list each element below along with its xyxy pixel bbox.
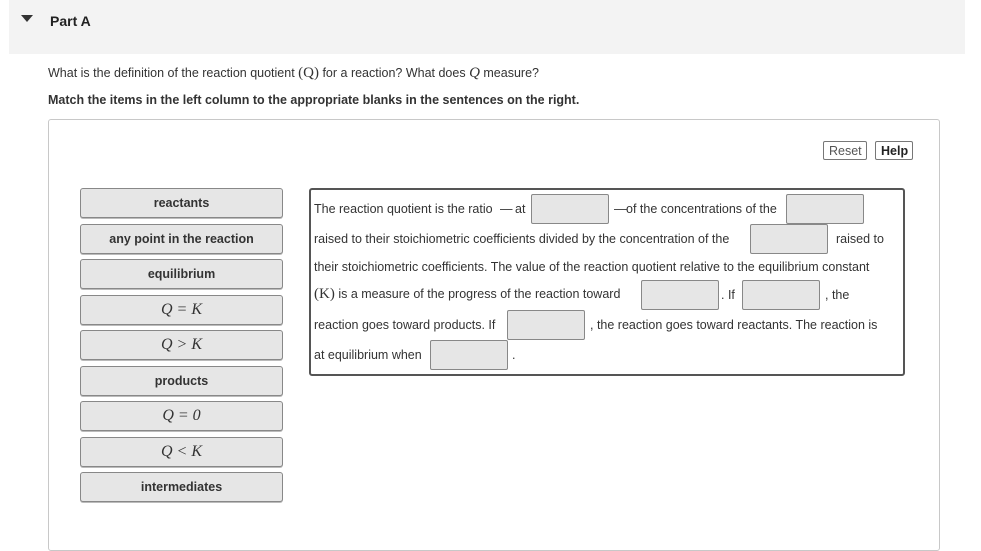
sentence-text: . <box>512 348 516 362</box>
drop-blank-7[interactable] <box>430 340 508 370</box>
sentence-text: of the concentrations of the <box>626 202 777 216</box>
drop-blank-3[interactable] <box>750 224 828 254</box>
fraction-bar-right: — <box>614 202 627 216</box>
fraction-bar-left: — <box>500 202 513 216</box>
q-symbol: (Q) <box>298 65 319 81</box>
sentence-text: . If <box>721 288 735 302</box>
help-button[interactable]: Help <box>875 141 913 160</box>
reset-button[interactable]: Reset <box>823 141 867 160</box>
token-q-less-k[interactable]: Q < K <box>80 437 283 467</box>
sentence-text: raised to their stoichiometric coefficients divided by the concentration of the <box>314 232 730 246</box>
collapse-caret-icon[interactable] <box>21 15 33 22</box>
q-symbol-2: Q <box>469 65 480 81</box>
drop-blank-5[interactable] <box>742 280 820 310</box>
token-equilibrium[interactable]: equilibrium <box>80 259 283 289</box>
sentence-text: , the <box>825 288 850 302</box>
sentence-text: their stoichiometric coefficients. The value of the reaction quotient relative to the equilibrium constant <box>314 260 870 274</box>
k-symbol: (K) <box>314 286 335 302</box>
token-reactants[interactable]: reactants <box>80 188 283 218</box>
sentence-text: at <box>515 202 526 216</box>
part-title: Part A <box>50 13 91 29</box>
sentence-text: raised to <box>836 232 884 246</box>
drop-blank-2[interactable] <box>786 194 864 224</box>
part-header[interactable] <box>9 0 965 54</box>
question-text: What is the definition of the reaction quotient (Q) for a reaction? What does Q measure? <box>48 65 539 81</box>
token-q-equals-k[interactable]: Q = K <box>80 295 283 325</box>
sentence-text: at equilibrium when <box>314 348 422 362</box>
sentence-text: , the reaction goes toward reactants. The reaction is <box>590 318 878 332</box>
sentence-text: (K) is a measure of the progress of the reaction toward <box>314 286 621 302</box>
sentence-text: reaction goes toward products. If <box>314 318 496 332</box>
token-q-greater-k[interactable]: Q > K <box>80 330 283 360</box>
drop-blank-4[interactable] <box>641 280 719 310</box>
token-any-point[interactable]: any point in the reaction <box>80 224 283 254</box>
token-products[interactable]: products <box>80 366 283 396</box>
sentence-text: The reaction quotient is the ratio <box>314 202 493 216</box>
drop-blank-6[interactable] <box>507 310 585 340</box>
token-intermediates[interactable]: intermediates <box>80 472 283 502</box>
drop-blank-1[interactable] <box>531 194 609 224</box>
token-q-equals-zero[interactable]: Q = 0 <box>80 401 283 431</box>
instruction-text: Match the items in the left column to the appropriate blanks in the sentences on the right. <box>48 93 580 107</box>
